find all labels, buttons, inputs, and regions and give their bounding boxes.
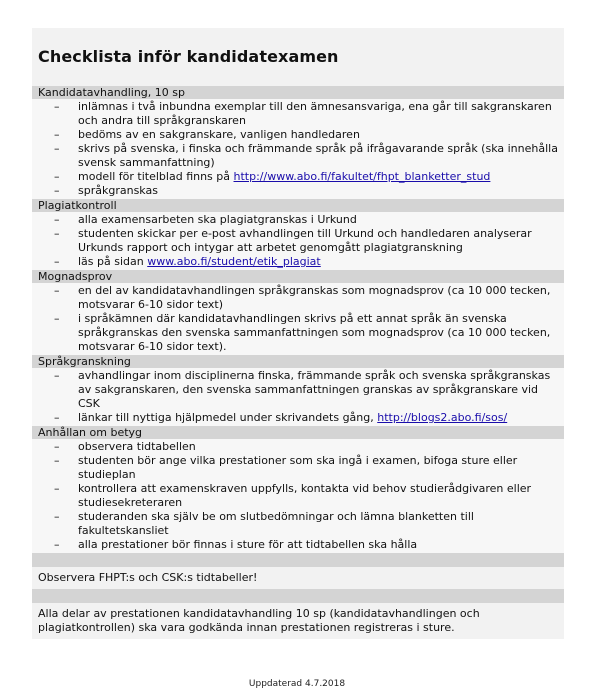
page-title: Checklista inför kandidatexamen	[38, 47, 339, 66]
reference-link[interactable]: http://www.abo.fi/fakultet/fhpt_blanketter_stud	[233, 170, 491, 183]
list-item-text: läs på sidan	[78, 255, 148, 268]
dash-bullet-icon: –	[54, 482, 60, 495]
list-item-text: modell för titelblad finns på	[78, 170, 234, 183]
list-item-text: i språkämnen där kandidatavhandlingen skrivs på ett annat språk än svenska språkgranskas den svenska sammanfattningen som mognadsprov (ca 10 000 tecken, motsvarar 6-10 sidor text).	[78, 312, 551, 353]
list-item	[32, 284, 564, 312]
section-body	[32, 212, 564, 270]
dash-bullet-icon: –	[54, 100, 60, 113]
section-body	[32, 283, 564, 355]
section-body	[32, 368, 564, 426]
checklist	[32, 284, 564, 354]
dash-bullet-icon: –	[54, 227, 60, 240]
updated-date: Uppdaterad 4.7.2018	[248, 679, 346, 689]
list-item-text: observera tidtabellen	[78, 440, 196, 453]
checklist	[32, 100, 564, 198]
list-item-text: alla examensarbeten ska plagiatgranskas i Urkund	[78, 213, 357, 226]
dash-bullet-icon: –	[54, 213, 60, 226]
list-item	[32, 482, 564, 510]
dash-bullet-icon: –	[54, 538, 60, 551]
list-item	[32, 369, 564, 411]
dash-bullet-icon: –	[54, 369, 60, 382]
checklist	[32, 213, 564, 269]
timetable-note: Observera FHPT:s och CSK:s tidtabeller!	[32, 567, 564, 589]
reference-link[interactable]: http://blogs2.abo.fi/sos/	[377, 411, 508, 424]
dash-bullet-icon: –	[54, 128, 60, 141]
list-item-text: språkgranskas	[78, 184, 158, 197]
list-item-text: kontrollera att examenskraven uppfylls, kontakta vid behov studierådgivaren eller studiesekreteraren	[78, 482, 532, 509]
list-item-text: en del av kandidatavhandlingen språkgranskas som mognadsprov (ca 10 000 tecken, motsvarar 6-10 sidor text)	[78, 284, 551, 311]
dash-bullet-icon: –	[54, 255, 60, 268]
dash-bullet-icon: –	[54, 142, 60, 155]
dash-bullet-icon: –	[54, 510, 60, 523]
list-item	[32, 538, 564, 552]
dash-bullet-icon: –	[54, 440, 60, 453]
approval-note: Alla delar av prestationen kandidatavhandling 10 sp (kandidatavhandlingen och plagiatkontrollen) ska vara godkända innan prestationen registreras i sture.	[32, 603, 564, 639]
divider-bar	[32, 589, 564, 603]
list-item-text: avhandlingar inom disciplinerna finska, främmande språk och svenska språkgranskas av sakgranskaren, den svenska sammanfattningen granskas av språkgranskare vid CSK	[78, 369, 551, 410]
list-item	[32, 411, 564, 425]
list-item-text: studenten bör ange vilka prestationer som ska ingå i examen, bifoga sture eller studieplan	[78, 454, 518, 481]
list-item-text: inlämnas i två inbundna exemplar till den ämnesansvariga, ena går till sakgranskaren och andra till språkgranskaren	[78, 100, 552, 127]
list-item	[32, 100, 564, 128]
list-item	[32, 312, 564, 354]
checklist-document	[32, 28, 564, 639]
dash-bullet-icon: –	[54, 184, 60, 197]
list-item	[32, 510, 564, 538]
section-heading: Kandidatavhandling, 10 sp	[32, 86, 564, 99]
dash-bullet-icon: –	[54, 312, 60, 325]
dash-bullet-icon: –	[54, 170, 60, 183]
list-item	[32, 255, 564, 269]
list-item	[32, 184, 564, 198]
dash-bullet-icon: –	[54, 454, 60, 467]
checklist	[32, 369, 564, 425]
title-block	[32, 28, 564, 86]
divider-bar	[32, 553, 564, 567]
checklist	[32, 440, 564, 552]
list-item	[32, 227, 564, 255]
section-heading: Anhållan om betyg	[32, 426, 564, 439]
section-body	[32, 99, 564, 199]
list-item-text: länkar till nyttiga hjälpmedel under skrivandets gång,	[78, 411, 378, 424]
dash-bullet-icon: –	[54, 284, 60, 297]
list-item	[32, 170, 564, 184]
list-item	[32, 213, 564, 227]
list-item	[32, 454, 564, 482]
list-item	[32, 142, 564, 170]
section-heading: Plagiatkontroll	[32, 199, 564, 212]
section-body	[32, 439, 564, 553]
reference-link[interactable]: www.abo.fi/student/etik_plagiat	[147, 255, 321, 268]
list-item-text: bedöms av en sakgranskare, vanligen handledaren	[78, 128, 360, 141]
list-item-text: studenten skickar per e-post avhandlingen till Urkund och handledaren analyserar Urkunds rapport och intygar att arbetet genomgått plagiatgranskning	[78, 227, 532, 254]
list-item-text: studeranden ska själv be om slutbedömningar och lämna blanketten till fakultetskansliet	[78, 510, 474, 537]
list-item	[32, 440, 564, 454]
dash-bullet-icon: –	[54, 411, 60, 424]
list-item-text: skrivs på svenska, i finska och främmande språk på ifrågavarande språk (ska innehålla svensk sammanfattning)	[78, 142, 558, 169]
list-item	[32, 128, 564, 142]
section-heading: Mognadsprov	[32, 270, 564, 283]
section-heading: Språkgranskning	[32, 355, 564, 368]
sections-container	[32, 86, 564, 553]
list-item-text: alla prestationer bör finnas i sture för att tidtabellen ska hålla	[78, 538, 418, 551]
